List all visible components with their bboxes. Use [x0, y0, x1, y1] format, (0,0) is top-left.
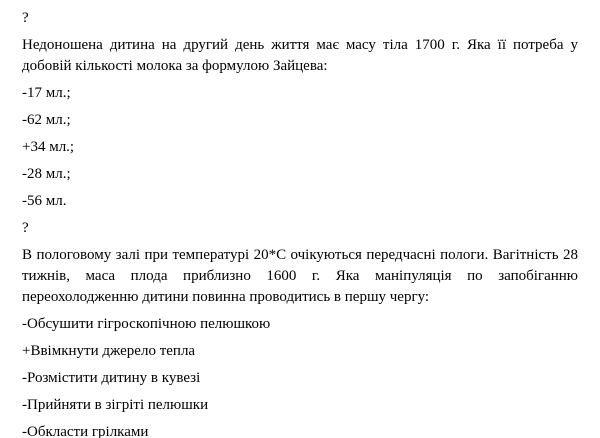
question-marker: ?: [22, 10, 29, 26]
question-text: В пологовому залі при температурі 20*С очікуються передчасні пологи. Вагітність 28 тижнів, маса плода приблизно 1600 г. Яка маніпуляція по запобіганню переохолодженню дитини повинна проводитись в першу чергу:: [22, 247, 578, 305]
answer-option: -Обкласти грілками: [22, 424, 149, 438]
answer-option: -Обсушити гігроскопічною пелюшкою: [22, 316, 271, 332]
answer-option: -62 мл.;: [22, 112, 71, 128]
question-text: Недоношена дитина на другий день життя має масу тіла 1700 г. Яка її потреба у добовій кількості молока за формулою Зайцева:: [22, 37, 578, 74]
question-marker: ?: [22, 220, 29, 236]
answer-option: -28 мл.;: [22, 166, 71, 182]
answer-option: -17 мл.;: [22, 85, 71, 101]
answer-option: -Розмістити дитину в кувезі: [22, 370, 201, 386]
question-block: [22, 8, 578, 212]
answer-option: -56 мл.: [22, 193, 67, 209]
question-block: [22, 218, 578, 438]
answer-option: -Прийняти в зігріті пелюшки: [22, 397, 209, 413]
answer-option: +34 мл.;: [22, 139, 75, 155]
answer-option: +Ввімкнути джерело тепла: [22, 343, 196, 359]
